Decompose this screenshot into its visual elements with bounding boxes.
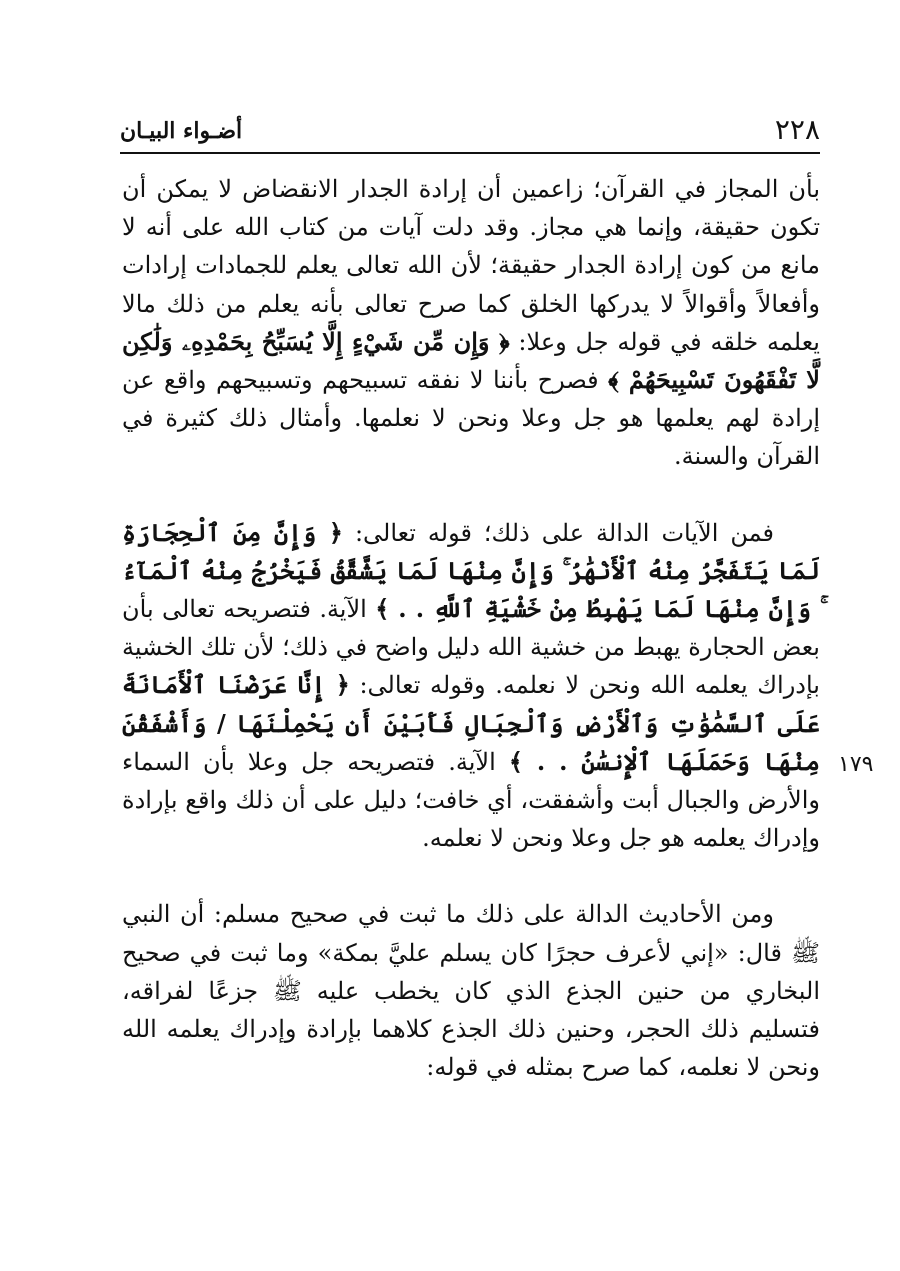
paragraph-2-text-after: الآية. فتصريحه جل وعلا بأن السماء والأرض والجبال أبت وأشفقت، أي خافت؛ دليل على أن ذلك واقع بإرادة وإدراك يعلمه هو جل وعلا ونحن لا نعلمه.: [122, 747, 820, 853]
paragraph-1: [122, 170, 820, 476]
paragraph-1-text-after: فصرح بأننا لا نفقه تسبيحهم وتسبيحهم واقع عن إرادة لهم يعلمها هو جل وعلا ونحن لا نعلمها. وأمثال ذلك كثيرة في القرآن والسنة.: [122, 366, 820, 471]
quran-verse: ﴿ وَإِنَّ مِنَ ٱلْحِجَارَةِ لَمَا يَتَفَجَّرُ مِنْهُ ٱلْأَنْهَٰرُ ۚ وَإِنَّ مِنْهَا لَمَا يَشَّقَّقُ فَيَخْرُجُ مِنْهُ ٱلْمَآءُ ۚ وَإِنَّ مِنْهَا لَمَا يَهْبِطُ مِنْ خَشْيَةِ ٱللَّهِ . . ﴾: [122, 517, 821, 624]
paragraph-2-text-before: فمن الآيات الدالة على ذلك؛ قوله تعالى:: [342, 518, 774, 547]
quran-verse: ﴿ إِنَّا عَرَضْنَا ٱلْأَمَانَةَ عَلَى ٱلسَّمَٰوَٰتِ وَٱلْأَرْضِ وَٱلْجِبَالِ فَأَبَيْنَ أَن يَحْمِلْنَهَا / وَأَشْفَقْنَ مِنْهَا وَحَمَلَهَا ٱلْإِنسَٰنُ . . ﴾: [122, 670, 820, 776]
quran-verse: ﴿ وَإِن مِّن شَيْءٍ إِلَّا يُسَبِّحُ بِحَمْدِهِۦ وَلَٰكِن لَّا تَفْقَهُونَ تَسْبِيحَهُمْ ﴾: [122, 326, 820, 395]
paragraph-1-text-before: بأن المجاز في القرآن؛ زاعمين أن إرادة الجدار الانقضاض لا يمكن أن تكون حقيقة، وإنما هي مجاز. وقد دلت آيات من كتاب الله على أنه لا مانع من كون إرادة الجدار حقيقة؛ لأن الله تعالى يعلم للجمادات إرادات وأفعالاً وأقوالاً لا يدركها الخلق كما صرح تعالى بأنه يعلم من ذلك مالا يعلمه خلقه في قوله جل وعلا:: [122, 175, 820, 356]
paragraph-3: ومن الأحاديث الدالة على ذلك ما ثبت في صحيح مسلم: أن النبي ﷺ قال: «إني لأعرف حجرًا كان يسلم عليَّ بمكة» وما ثبت في صحيح البخاري من حنين الجذع الذي كان يخطب عليه ﷺ جزعًا لفراقه، فتسليم ذلك الحجر، وحنين ذلك الجذع كلاهما بإرادة وإدراك يعلمه الله ونحن لا نعلمه، كما صرح بمثله في قوله:: [122, 900, 821, 1082]
running-title: أضـواء البيـان: [120, 118, 243, 144]
margin-page-reference: ١٧٩: [838, 752, 874, 777]
page-header: [120, 112, 820, 152]
header-rule: [120, 152, 820, 154]
paragraph-2-text-middle: الآية. فتصريحه تعالى بأن بعض الحجارة يهبط من خشية الله دليل واضح في ذلك؛ لأن تلك الخشية بإدراك يعلمه الله ونحن لا نعلمه. وقوله تعالى:: [122, 595, 820, 700]
body-text: [122, 170, 820, 1086]
page-number: ٢٢٨: [774, 113, 820, 146]
paragraph-2: [122, 514, 820, 858]
